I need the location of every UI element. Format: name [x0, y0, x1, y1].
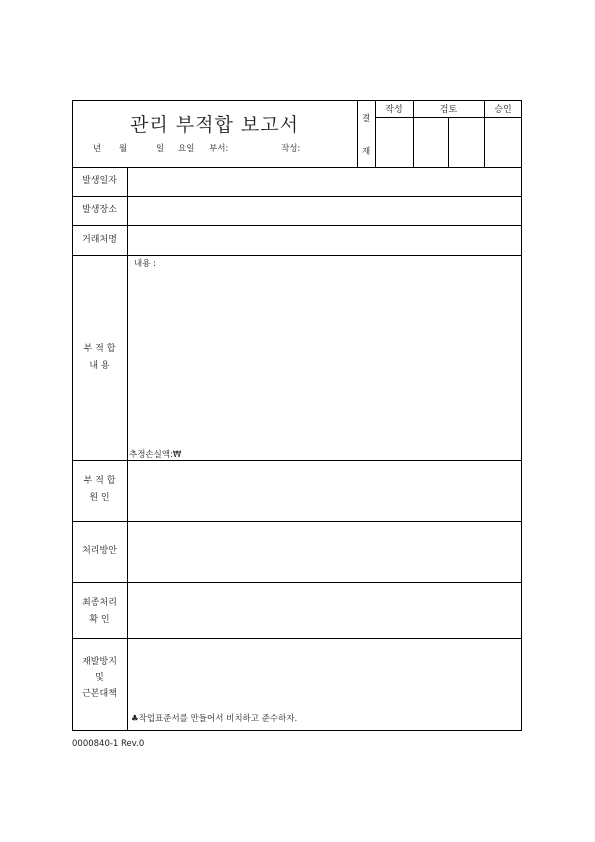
row-line [72, 255, 522, 256]
label-nc-content-2: 내 용 [89, 361, 110, 371]
approval-header-approve: 승인 [494, 105, 512, 115]
content-label: 내용 : [134, 259, 156, 269]
approval-header-author: 작성 [385, 105, 403, 115]
label-client-name: 거래처명 [82, 235, 117, 245]
label-treatment-plan: 처리방안 [82, 546, 117, 556]
row-line [72, 460, 522, 461]
label-nc-cause-2: 원 인 [89, 493, 110, 503]
row-line [72, 521, 522, 522]
date-weekday: 요일 [178, 144, 195, 154]
label-occurrence-place: 발생장소 [82, 205, 117, 215]
date-month: 월 [119, 144, 128, 154]
row-line [72, 638, 522, 639]
label-prevention-1: 재발방지 [82, 657, 117, 667]
approval-header-line [375, 117, 522, 118]
row-line [72, 225, 522, 226]
label-prevention-2: 및 [95, 673, 104, 683]
label-nc-content-1: 부 적 합 [83, 344, 116, 354]
date-year: 년 [93, 144, 102, 154]
approval-side-bottom: 재 [362, 147, 371, 157]
department-label: 부서: [209, 144, 229, 154]
label-prevention-3: 근본대책 [82, 689, 117, 699]
form-frame [72, 100, 522, 731]
label-nc-cause-1: 부 적 합 [83, 476, 116, 486]
header-divider-title [357, 100, 358, 167]
approval-col-2 [448, 117, 449, 167]
document-code: 0000840-1 Rev.0 [72, 739, 145, 749]
label-final-check-1: 최종처리 [82, 598, 117, 608]
row-line [72, 582, 522, 583]
estimated-loss: 추정손실액:₩ [129, 450, 182, 460]
approval-header-review: 검토 [439, 105, 458, 115]
date-day: 일 [156, 144, 165, 154]
label-occurrence-date: 발생일자 [82, 176, 117, 186]
form-title: 관리 부적합 보고서 [130, 114, 299, 136]
prevention-note: ♣작업표준서를 만들어서 비치하고 준수하자. [131, 714, 298, 724]
label-final-check-2: 확 인 [89, 615, 110, 625]
author-label: 작성: [281, 144, 301, 154]
label-column-divider [127, 167, 128, 731]
row-line [72, 196, 522, 197]
approval-side-top: 결 [362, 114, 371, 124]
row-line [72, 167, 522, 168]
